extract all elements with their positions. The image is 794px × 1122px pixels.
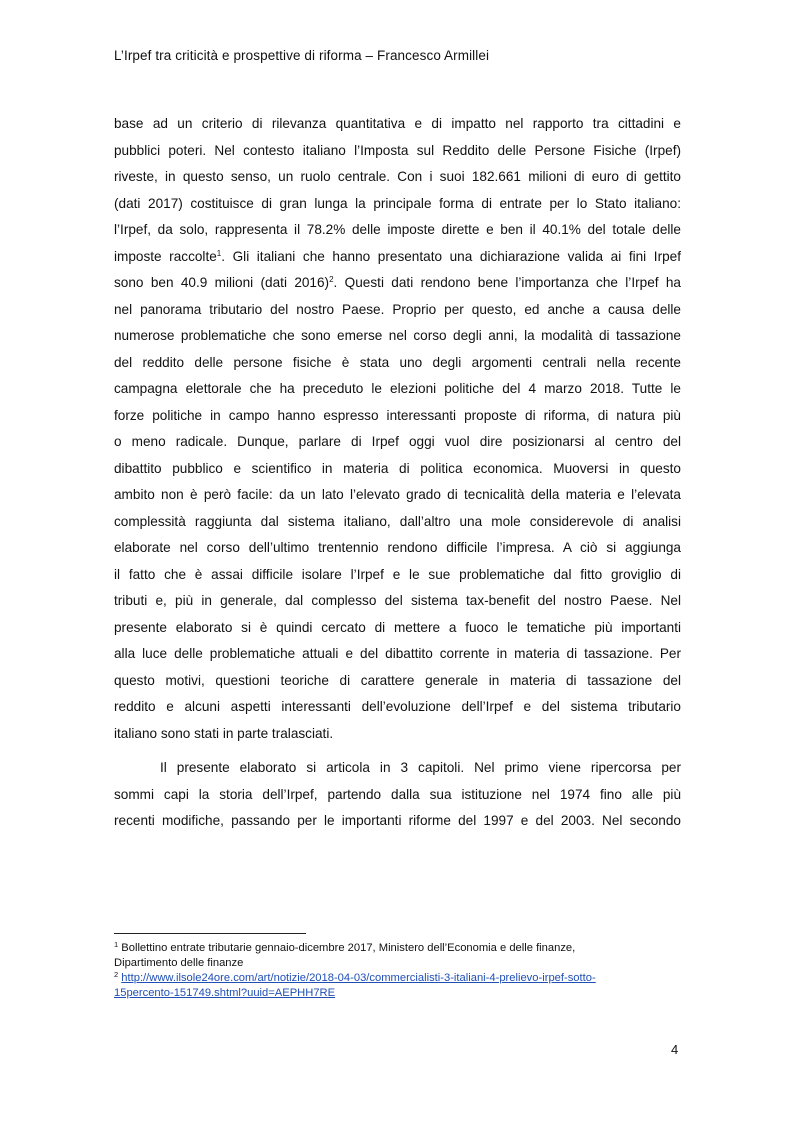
footnote-number: 2 (114, 970, 119, 979)
footnote-link[interactable]: 15percento-151749.shtml?uuid=AEPHH7RE (114, 987, 336, 999)
paragraph-gap (114, 747, 681, 755)
footnote-1-continued: Dipartimento delle finanze (114, 957, 244, 969)
footnote-separator (114, 933, 306, 934)
footnote-reference-1[interactable]: 1 (216, 248, 222, 258)
main-body-text (114, 111, 681, 835)
text-line: elaborate nel corso dell’ultimo trentennio rendono difficile l’impresa. A ciò si aggiunga (114, 540, 681, 555)
text-line: recenti modifiche, passando per le importanti riforme del 1997 e del 2003. Nel secondo (114, 813, 681, 828)
text-line: tributi e, più in generale, dal complesso del sistema tax-benefit del nostro Paese. Nel (114, 593, 681, 608)
footnote-reference-2[interactable]: 2 (329, 275, 334, 284)
text-line: Il presente elaborato si articola in 3 capitoli. Nel primo viene ripercorsa per (160, 760, 681, 775)
text-line (114, 244, 681, 271)
text-line: italiano sono stati in parte tralasciati. (114, 725, 334, 741)
footnote-2-continued (114, 986, 684, 1001)
text-line: dibattito pubblico e scientifico in materia di politica economica. Muoversi in questo (114, 460, 681, 476)
footnote-number: 1 (114, 940, 119, 949)
text-segment: . Questi dati rendono bene l’importanza che l’Irpef ha (333, 275, 681, 290)
text-segment: sono ben 40.9 milioni (dati 2016) (114, 275, 330, 290)
text-line: l’Irpef, da solo, rappresenta il 78.2% delle imposte dirette e ben il 40.1% del totale delle (114, 222, 681, 237)
text-line: ambito non è però facile: da un lato l’elevato grado di tecnicalità della materia e l’elevata (114, 487, 681, 502)
text-line: alla luce delle problematiche attuali e del dibattito corrente in materia di tassazione. Per (114, 646, 681, 661)
page-number: 4 (671, 1042, 679, 1057)
text-line: presente elaborato si è quindi cercato di mettere a fuoco le tematiche più importanti (114, 619, 681, 635)
text-segment: imposte raccolte (114, 248, 217, 264)
text-line: campagna elettorale che ha preceduto le elezioni politiche del 4 marzo 2018. Tutte le (114, 381, 681, 396)
text-line (114, 270, 681, 297)
text-line: pubblici poteri. Nel contesto italiano l’Imposta sul Reddito delle Persone Fisiche (Irpef) (114, 142, 681, 158)
text-line: complessità raggiunta dal sistema italiano, dall’altro una mole considerevole di analisi (114, 513, 681, 529)
text-line: (dati 2017) costituisce di gran lunga la principale forma di entrate per lo Stato italiano: (114, 195, 681, 211)
text-line: o meno radicale. Dunque, parlare di Irpef oggi vuol dire posizionarsi al centro del (114, 434, 681, 449)
text-line: forze politiche in campo hanno espresso interessanti proposte di riforma, di natura più (114, 407, 681, 423)
text-line: base ad un criterio di rilevanza quantitativa e di impatto nel rapporto tra cittadini e (114, 116, 681, 131)
text-line: questo motivi, questioni teoriche di carattere generale in materia di tassazione del (114, 672, 681, 688)
footnote-1 (114, 941, 684, 956)
text-segment: . Gli italiani che hanno presentato una dichiarazione valida ai fini Irpef (221, 248, 681, 264)
footnote-2 (114, 971, 684, 986)
text-line: sommi capi la storia dell’Irpef, partendo dalla sua istituzione nel 1974 fino alle più (114, 786, 681, 802)
text-line: il fatto che è assai difficile isolare l’Irpef e le sue problematiche dal fitto groviglio di (114, 566, 681, 582)
footnote-link[interactable]: http://www.ilsole24ore.com/art/notizie/2018-04-03/commercialisti-3-italiani-4-prelievo-irpef-sotto- (121, 972, 596, 984)
running-header: L’Irpef tra criticità e prospettive di riforma – Francesco Armillei (114, 48, 490, 63)
footnote-text: Bollettino entrate tributarie gennaio-dicembre 2017, Ministero dell’Economia e delle finanze, (121, 942, 576, 954)
text-line: reddito e alcuni aspetti interessanti dell’evoluzione dell’Irpef e del sistema tributario (114, 699, 681, 714)
text-line: riveste, in questo senso, un ruolo centrale. Con i suoi 182.661 milioni di euro di gettito (114, 169, 681, 184)
footnotes (114, 941, 684, 1001)
text-line: nel panorama tributario del nostro Paese. Proprio per questo, ed anche a causa delle (114, 301, 681, 317)
text-line: numerose problematiche che sono emerse nel corso degli anni, la modalità di tassazione (114, 328, 681, 343)
text-line: del reddito delle persone fisiche è stata uno degli argomenti centrali nella recente (114, 354, 681, 370)
